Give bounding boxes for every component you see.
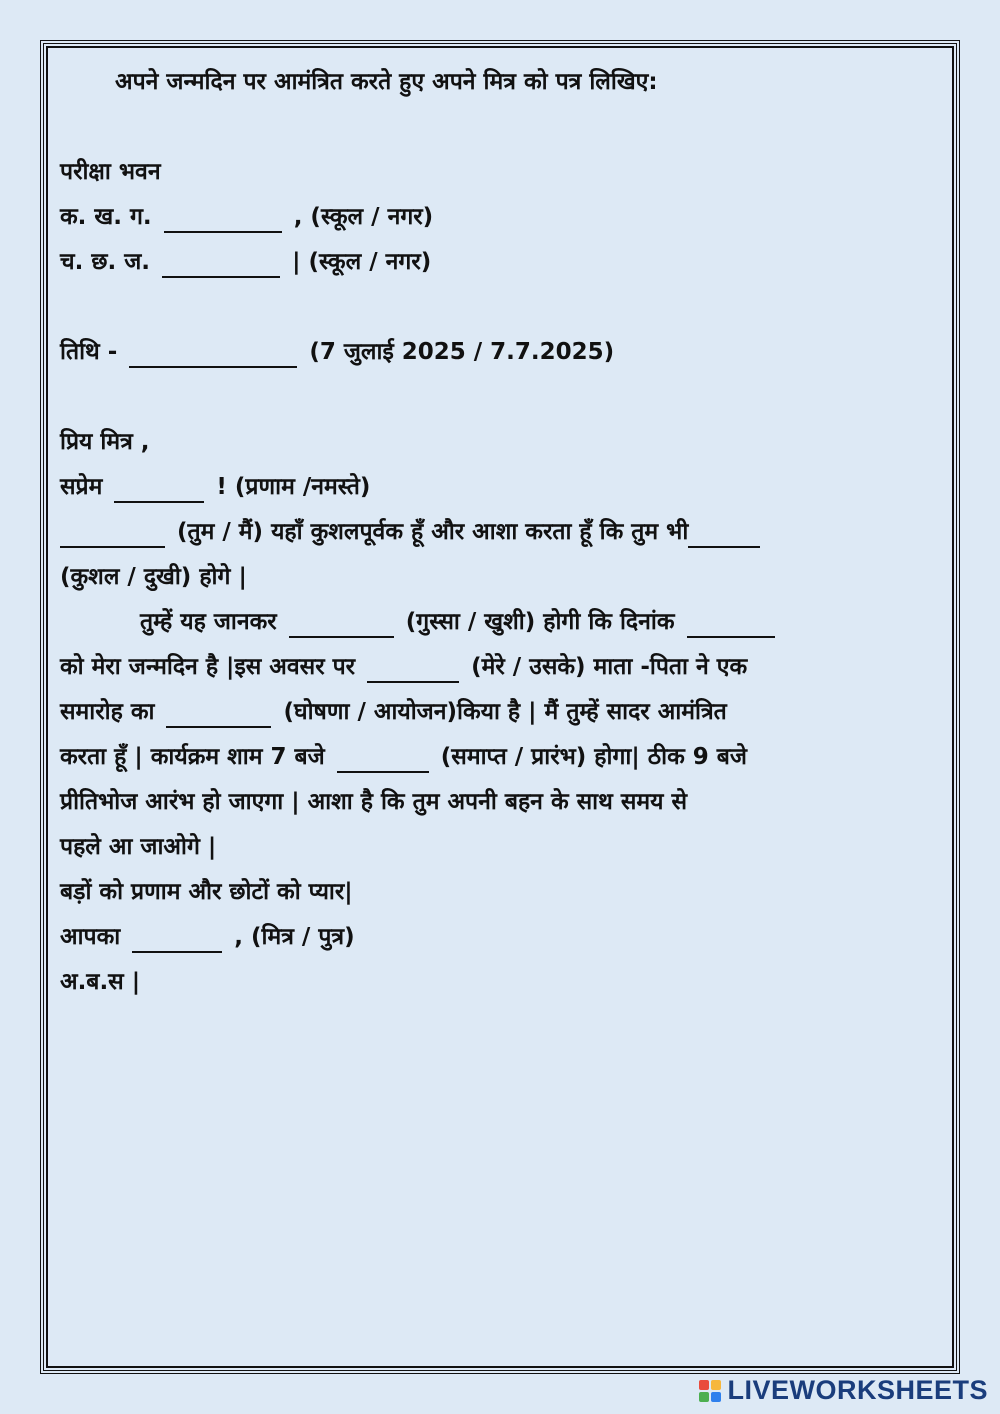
- body-answer-5[interactable]: [367, 655, 459, 683]
- body-answer-1[interactable]: [60, 520, 165, 548]
- address-line-2: क. ख. ग. , (स्कूल / नगर): [60, 195, 940, 240]
- salutation: प्रिय मित्र ,: [60, 429, 150, 455]
- body-answer-3[interactable]: [289, 610, 394, 638]
- body-answer-2[interactable]: [688, 520, 760, 548]
- date-line: तिथि - (7 जुलाई 2025 / 7.7.2025): [60, 330, 940, 375]
- body-answer-4[interactable]: [687, 610, 775, 638]
- closing-line: आपका , (मित्र / पुत्र): [60, 915, 940, 960]
- address-line-3: च. छ. ज. | (स्कूल / नगर): [60, 240, 940, 285]
- body-answer-7[interactable]: [337, 745, 429, 773]
- body-line-2: (कुशल / दुखी) होगे |: [60, 564, 247, 590]
- body-line-9: बड़ों को प्रणाम और छोटों को प्यार|: [60, 879, 353, 905]
- body-answer-6[interactable]: [166, 700, 271, 728]
- body-line-6: करता हूँ | कार्यक्रम शाम 7 बजे (समाप्त / प्रारंभ) होगा| ठीक 9 बजे: [60, 735, 940, 780]
- body-line-3: तुम्हें यह जानकर (गुस्सा / खुशी) होगी कि दिनांक: [60, 600, 940, 645]
- body-line-4: को मेरा जन्मदिन है |इस अवसर पर (मेरे / उसके) माता -पिता ने एक: [60, 645, 940, 690]
- closing-answer[interactable]: [132, 925, 222, 953]
- liveworksheets-logo: LIVEWORKSHEETS: [699, 1375, 988, 1406]
- address-answer-1[interactable]: [164, 205, 282, 233]
- signature: अ.ब.स |: [60, 969, 141, 995]
- body-line-7: प्रीतिभोज आरंभ हो जाएगा | आशा है कि तुम अपनी बहन के साथ समय से: [60, 789, 688, 815]
- greeting-answer[interactable]: [114, 475, 204, 503]
- letter-worksheet: [60, 60, 940, 1005]
- body-line-5: समारोह का (घोषणा / आयोजन)किया है | मैं तुम्हें सादर आमंत्रित: [60, 690, 940, 735]
- body-line-8: पहले आ जाओगे |: [60, 834, 217, 860]
- date-answer[interactable]: [129, 340, 297, 368]
- liveworksheets-logo-icon: [699, 1380, 721, 1402]
- address-answer-2[interactable]: [162, 250, 280, 278]
- body-line-1: (तुम / मैं) यहाँ कुशलपूर्वक हूँ और आशा करता हूँ कि तुम भी: [60, 510, 940, 555]
- address-line-1: परीक्षा भवन: [60, 159, 161, 185]
- greeting-line: सप्रेम ! (प्रणाम /नमस्ते): [60, 465, 940, 510]
- worksheet-title: अपने जन्मदिन पर आमंत्रित करते हुए अपने मित्र को पत्र लिखिए:: [115, 69, 658, 95]
